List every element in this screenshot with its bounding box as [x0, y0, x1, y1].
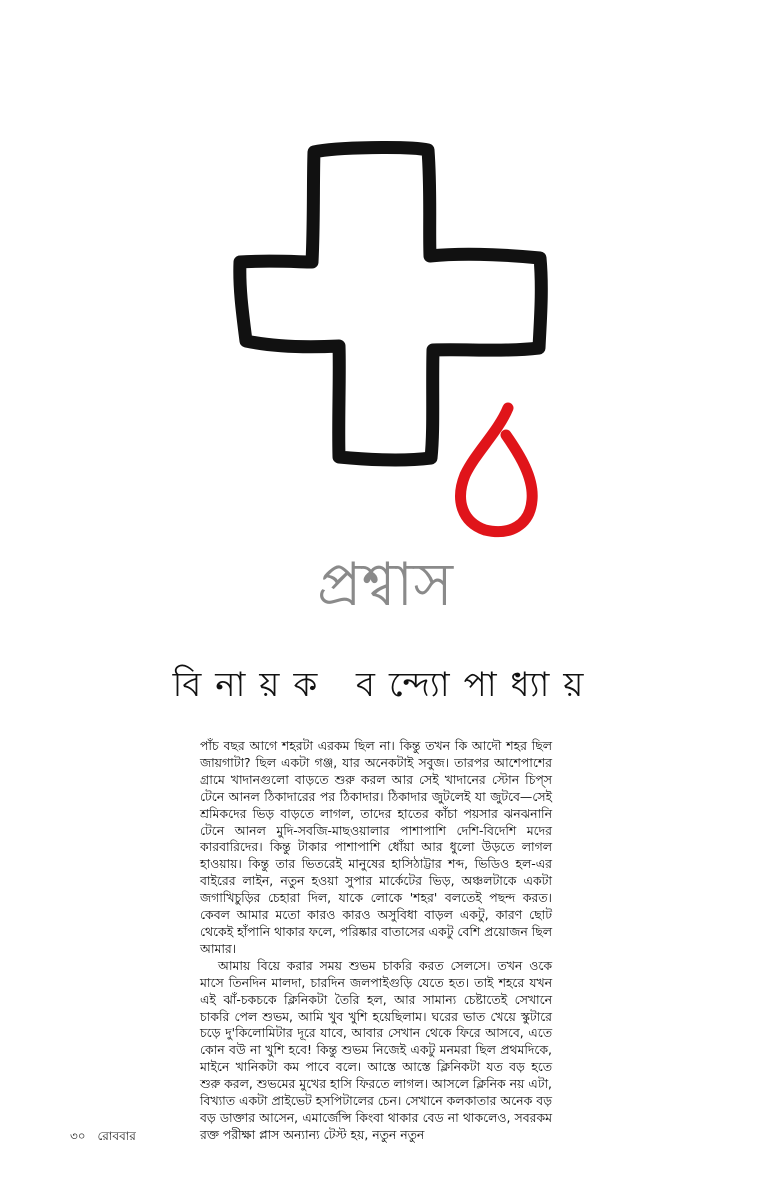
- page-footer: [70, 1128, 144, 1148]
- paragraph: আমায় বিয়ে করার সময় শুভম চাকরি করত সেলসে। তখন ওকে মাসে তিনদিন মালদা, চারদিন জলপাইগুড়ি যেতে হত। তাই শহরে যখন এই ঝাঁ-চকচকে ক্লিনিকটা তৈরি হল, আর সামান্য চেষ্টাতেই সেখানে চাকরি পেল শুভম, আমি খুব খুশি হয়েছিলাম। ঘরের ভাত খেয়ে স্কুটারে চড়ে দু'কিলোমিটার দূরে যাবে, আবার সেখান থেকে ফিরে আসবে, এতে কোন বউ না খুশি হবে! কিন্তু শুভম নিজেই একটু মনমরা ছিল প্রথমদিকে, মাইনে খানিকটা কম পাবে বলে। আস্তে আস্তে ক্লিনিকটা যত বড় হতে শুরু করল, শুভমের মুখের হাসি ফিরতে লাগল। আসলে ক্লিনিক নয় এটা, বিখ্যাত একটা প্রাইভেট হসপিটালের চেন। সেখানে কলকাতার অনেক বড় বড় ডাক্তার আসেন, এমার্জেন্সি কিংবা থাকার বেড না থাকলেও, সবরকম রক্ত পরীক্ষা প্লাস অন্যান্য টেস্ট হয়, নতুন নতুন: [200, 957, 552, 1142]
- page-number: ৩০: [70, 1129, 86, 1143]
- red-bengali-five-numeral: [461, 408, 533, 532]
- medical-cross-icon: [240, 148, 541, 460]
- story-title: প্রশ্বাস: [316, 550, 454, 620]
- author-name: বিনায়ক বন্দ্যোপাধ্যায়: [172, 665, 598, 705]
- paragraph: পাঁচ বছর আগে শহরটা এরকম ছিল না। কিন্তু তখন কি আদৌ শহর ছিল জায়গাটা? ছিল একটা গঞ্জ, যার অনেকটাই সবুজ। তারপর আশেপাশের গ্রামে খাদানগুলো বাড়তে শুরু করল আর সেই খাদানের স্টোন চিপ্‌স টেনে আনল ঠিকাদারের পর ঠিকাদার। ঠিকাদার জুটলেই যা জুটবে—সেই শ্রমিকদের ভিড় বাড়তে লাগল, তাদের হাতের কাঁচা পয়সার ঝনঝনানি টেনে আনল মুদি-সবজি-মাছওয়ালার পাশাপাশি দেশি-বিদেশি মদের কারবারিদের। কিন্তু টাকার পাশাপাশি ধোঁয়া আর ধুলো উড়তে লাগল হাওয়ায়। কিন্তু তার ভিতরেই মানুষের হাসিঠাট্টার শব্দ, ভিডিও হল-এর বাইরের লাইন, নতুন হওয়া সুপার মার্কেটের ভিড়, অঞ্চলটাকে একটা জগাখিচুড়ির চেহারা দিল, যাকে লোকে 'শহর' বলতেই পছন্দ করত। কেবল আমার মতো কারও কারও অসুবিধা বাড়ল একটু, কারণ ছোট থেকেই হাঁপানি থাকার ফলে, পরিষ্কার বাতাসের একটু বেশি প্রয়োজন ছিল আমার।: [200, 738, 552, 956]
- story-body: [200, 738, 552, 1144]
- magazine-name: রোববার: [97, 1129, 136, 1143]
